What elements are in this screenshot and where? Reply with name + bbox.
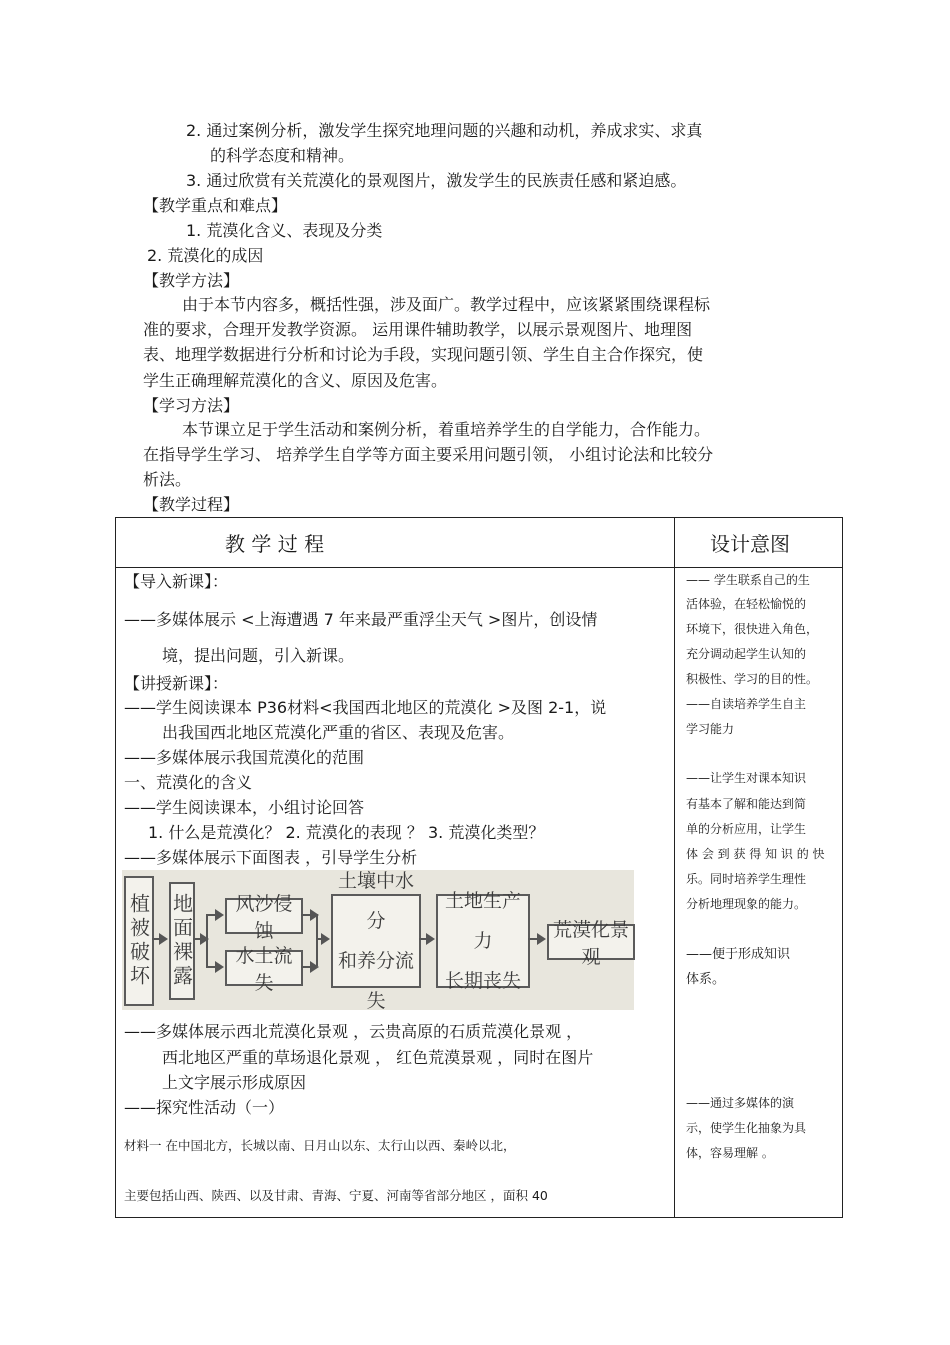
diagram-box-productivity-loss <box>436 890 530 992</box>
table-header-left: 教 学 过 程 <box>225 532 325 556</box>
diagram-box-vegetation: 植被破坏 <box>124 876 154 1006</box>
goal-2-line-1: 2. 通过案例分析，激发学生探究地理问题的兴趣和动机，养成求实、求真 <box>186 121 703 140</box>
diagram-box-nutrient-loss <box>331 870 421 1012</box>
design-note-line: 单的分析应用，让学生 <box>686 822 807 836</box>
show-range-line: ——多媒体展示我国荒漠化的范围 <box>124 748 365 767</box>
diagram-box-productivity-loss-line-1: 土地生产力 <box>444 890 521 952</box>
goal-2-line-2: 的科学态度和精神。 <box>210 146 355 165</box>
show-chart-line: ——多媒体展示下面图表 ，引导学生分析 <box>124 848 418 867</box>
diagram-arrow <box>316 938 328 940</box>
diagram-box-wind-erosion: 风沙侵蚀 <box>225 898 303 934</box>
learning-method-line: 本节课立足于学生活动和案例分析，着重培养学生的自学能力，合作能力。 <box>182 420 711 439</box>
diagram-box-nutrient-loss-line-1: 土壤中水分 <box>337 870 414 932</box>
landscape-line: 上文字展示形成原因 <box>162 1073 307 1092</box>
design-note-line: 有基本了解和能达到简 <box>686 797 807 811</box>
intro-label: 【导入新课】： <box>124 572 229 591</box>
diagram-merge <box>316 914 318 966</box>
teaching-method-line: 学生正确理解荒漠化的含义、原因及危害。 <box>143 371 448 390</box>
design-note-line: 积极性、学习的目的性。 <box>686 672 819 686</box>
diagram-arrow <box>206 966 222 968</box>
learning-method-heading: 【学习方法】 <box>143 396 240 415</box>
diagram-box-bare-ground: 地面裸露 <box>169 882 195 1000</box>
diagram-box-nutrient-loss-line-2: 和养分流失 <box>337 950 414 1012</box>
teaching-method-line: 由于本节内容多，概括性强，涉及面广。教学过程中，应该紧紧围绕课程标 <box>182 295 711 314</box>
diagram-arrow <box>152 938 166 940</box>
design-note-line: 分析地理现象的能力。 <box>686 897 807 911</box>
design-note-line: 环境下，很快进入角色， <box>686 622 819 636</box>
table-header-right: 设计意图 <box>710 532 790 556</box>
design-note-line: 体 会 到 获 得 知 识 的 快 <box>686 847 825 861</box>
intro-line: 境，提出问题，引入新课。 <box>162 646 355 665</box>
diagram-line <box>193 938 207 940</box>
diagram-arrow <box>528 938 544 940</box>
key-points-heading: 【教学重点和难点】 <box>143 196 288 215</box>
table-header-divider <box>115 567 842 568</box>
design-note-line: 体，容易理解 。 <box>686 1146 774 1160</box>
design-note-line: 乐。同时培养学生理性 <box>686 872 807 886</box>
desertification-flow-diagram <box>122 870 634 1010</box>
lecture-label: 【讲授新课】： <box>124 674 229 693</box>
design-note-line: ——便于形成知识 <box>686 947 791 962</box>
design-note-line: 活体验，在轻松愉悦的 <box>686 597 807 611</box>
teaching-method-heading: 【教学方法】 <box>143 271 240 290</box>
diagram-arrow <box>206 914 222 916</box>
table-column-divider <box>674 517 675 1217</box>
key-point-1: 1. 荒漠化含义、表现及分类 <box>186 221 383 240</box>
teaching-method-line: 表、地理学数据进行分析和讨论为手段，实现问题引领、学生自主合作探究，使 <box>143 345 704 364</box>
section-heading: 一、荒漠化的含义 <box>124 773 253 792</box>
diagram-arrow <box>419 938 433 940</box>
reading-line: ——学生阅读课本 P36材料<我国西北地区的荒漠化 >及图 2-1，说 <box>124 698 607 717</box>
diagram-box-productivity-loss-line-2: 长期丧失 <box>444 970 521 992</box>
design-note-line: ——通过多媒体的演 <box>686 1096 795 1110</box>
diagram-box-desert-landscape: 荒漠化景观 <box>547 924 635 960</box>
design-note-line: ——让学生对课本知识 <box>686 771 807 785</box>
key-point-2: 2. 荒漠化的成因 <box>147 246 264 265</box>
activity-heading: ——探究性活动（一） <box>124 1098 285 1117</box>
diagram-line <box>301 914 317 916</box>
design-note-line: 示，使学生化抽象为具 <box>686 1121 807 1135</box>
goal-3: 3. 通过欣赏有关荒漠化的景观图片，激发学生的民族责任感和紧迫感。 <box>186 171 687 190</box>
landscape-line: ——多媒体展示西北荒漠化景观 ，云贵高原的石质荒漠化景观 ， <box>124 1022 583 1041</box>
intro-line: ——多媒体展示 <上海遭遇 7 年来最严重浮尘天气 >图片，创设情 <box>124 610 598 629</box>
material-line: 主要包括山西、陕西、以及甘肃、青海、宁夏、河南等省部分地区 ，面积 40 <box>124 1188 548 1203</box>
material-line: 材料一 在中国北方，长城以南、日月山以东、太行山以西、秦岭以北， <box>124 1138 516 1153</box>
design-note-line: 充分调动起学生认知的 <box>686 647 807 661</box>
design-note-line: 体系。 <box>686 972 726 987</box>
reading-line: 出我国西北地区荒漠化严重的省区、表现及危害。 <box>162 723 515 742</box>
process-heading: 【教学过程】 <box>143 495 240 514</box>
learning-method-line: 析法。 <box>143 470 192 489</box>
diagram-line <box>301 966 317 968</box>
design-note-line: —— 学生联系自己的生 <box>686 573 810 587</box>
design-note-line: ——自读培养学生自主 <box>686 697 807 711</box>
design-note-line: 学习能力 <box>686 722 735 736</box>
teaching-method-line: 准的要求，合理开发教学资源。 运用课件辅助教学，以展示景观图片、地理图 <box>143 320 693 339</box>
questions-line: 1. 什么是荒漠化？ 2. 荒漠化的表现 ？ 3. 荒漠化类型？ <box>148 823 545 842</box>
landscape-line: 西北地区严重的草场退化景观 ， 红色荒漠景观 ，同时在图片 <box>162 1048 594 1067</box>
learning-method-line: 在指导学生学习、 培养学生自学等方面主要采用问题引领， 小组讨论法和比较分 <box>143 445 714 464</box>
discussion-line: ——学生阅读课本，小组讨论回答 <box>124 798 365 817</box>
diagram-box-soil-erosion: 水土流失 <box>225 950 303 986</box>
